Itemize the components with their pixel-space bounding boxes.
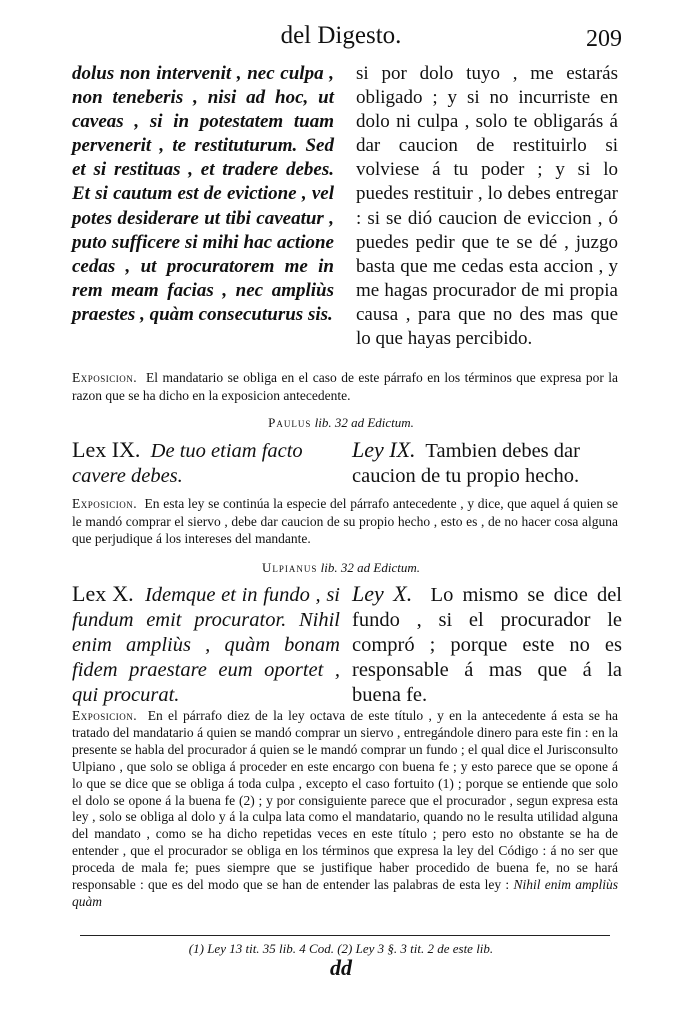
source-reference: lib. 32 ad Edictum. [314, 415, 414, 430]
exposicion-text: En esta ley se continúa la especie del párrafo antecedente , y dice, que aquel á quien se le mandó comprar el siervo , debe dar caucion de su propio hecho , esto es , de no hacer cosa alguna que perjudique á los intereses del mandante. [72, 496, 619, 546]
ley-heading: Ley X. [352, 581, 413, 606]
ley-x-spanish [352, 581, 622, 708]
latin-text-continuation: dolus non intervenit , nec culpa , non teneberis , nisi ad hoc, ut caveas , si in potestatem tuam pervenerit , te restituturum. Sed et si restituas , et tradere debes. Et si cautum est de evictione , vel potes desiderare ut tibi caveatur , puto sufficere si mihi hac actione cedas , ut procuratorem me in rem meam facias , nec ampliùs praestes , quàm consecuturus sis. [72, 63, 334, 325]
exposicion-label: Exposicion. [72, 370, 138, 385]
latin-quote: Nihil enim ampliùs quàm [72, 877, 618, 909]
footnote-rule [80, 935, 610, 936]
spanish-text-continuation: si por dolo tuyo , me estarás obligado ; y si no incurriste en dolo ni culpa , solo te obligarás á dar caucion de restituirlo si volviese á tu poder ; y si lo puedes restituir , lo debes entregar : si se dió caucion de eviccion , ó puedes pedir que te se dé , juzgo basta que me cedas esta accion , y me hagas procurador de mi propia causa , para que no des mas que lo que hayas percibido. [356, 63, 618, 350]
ley-ix-spanish [352, 437, 622, 489]
ley-spanish-text: Tambien debes dar caucion de tu propio hecho. [352, 440, 580, 487]
exposicion-label: Exposicion. [72, 496, 138, 511]
lex-latin-text: Idemque et in fundo , si fundum emit procurator. Nihil enim ampliùs , quàm bonam fidem praestare eum oportet , qui procurat. [72, 584, 341, 706]
lex-latin-text: De tuo etiam facto cavere debes. [72, 440, 303, 487]
source-citation-ulpianus [0, 560, 682, 576]
lex-heading: Lex X. [72, 581, 134, 606]
exposicion-text: En el párrafo diez de la ley octava de este título , y en la antecedente á esta se ha tratado del mandatario á quien se mandó comprar un siervo , entregándole dinero para este fin : en la presente se habla del procurador á quien se le mandó comprar un fundo ; el qual dice el Jurisconsulto Ulpiano , que solo se obliga á proceder en este encargo con buena fe ; y esto parece que se opone á lo que se dice que se obliga á toda culpa , excepto el caso fortuito (1) ; porque se entiende que solo el dolo se opone á la buena fe (2) ; y por consiguiente parece que el procurador , segun expresa esta ley , solo se obliga al dolo y á la culpa lata como el mandatario, quando no le resulta utilidad alguna del mandato , como se ha dicho repetidas veces en este título ; pero esto no obstante se ha de entender , que el procurador se obliga en los términos que expresa la ley del Código : á no ser que proceda de mala fe; pues siempre que se justifique haber procedido de buena fe, no se hará responsable : que es del modo que se han de entender las palabras de esta ley : [72, 708, 619, 893]
exposicion-paragraph-2 [72, 495, 618, 548]
page-number: 209 [586, 26, 622, 52]
exposicion-text: El mandatario se obliga en el caso de este párrafo en los términos que expresa por la razon que se ha dicho en la exposicion antecedente. [72, 370, 619, 403]
source-author: Paulus [268, 415, 312, 430]
ley-heading: Ley IX. [352, 437, 416, 462]
ley-spanish-text: Lo mismo se dice del fundo , si el procurador le compró ; porque este no es responsable á mas que á la buena fe. [352, 584, 623, 706]
exposicion-paragraph-1 [72, 369, 618, 404]
exposicion-paragraph-3 [72, 708, 618, 911]
lex-ix-latin [72, 437, 340, 489]
lex-x-latin [72, 581, 340, 708]
source-reference: lib. 32 ad Edictum. [320, 560, 420, 575]
footnotes: (1) Ley 13 tit. 35 lib. 4 Cod. (2) Ley 3 §. 3 tit. 2 de este lib. [188, 941, 494, 956]
source-citation-paulus [0, 415, 682, 431]
source-author: Ulpianus [262, 560, 318, 575]
running-title: del Digesto. [280, 22, 402, 49]
running-header [0, 22, 682, 56]
signature-mark: dd [330, 955, 352, 980]
lex-heading: Lex IX. [72, 437, 141, 462]
exposicion-label: Exposicion. [72, 708, 138, 723]
